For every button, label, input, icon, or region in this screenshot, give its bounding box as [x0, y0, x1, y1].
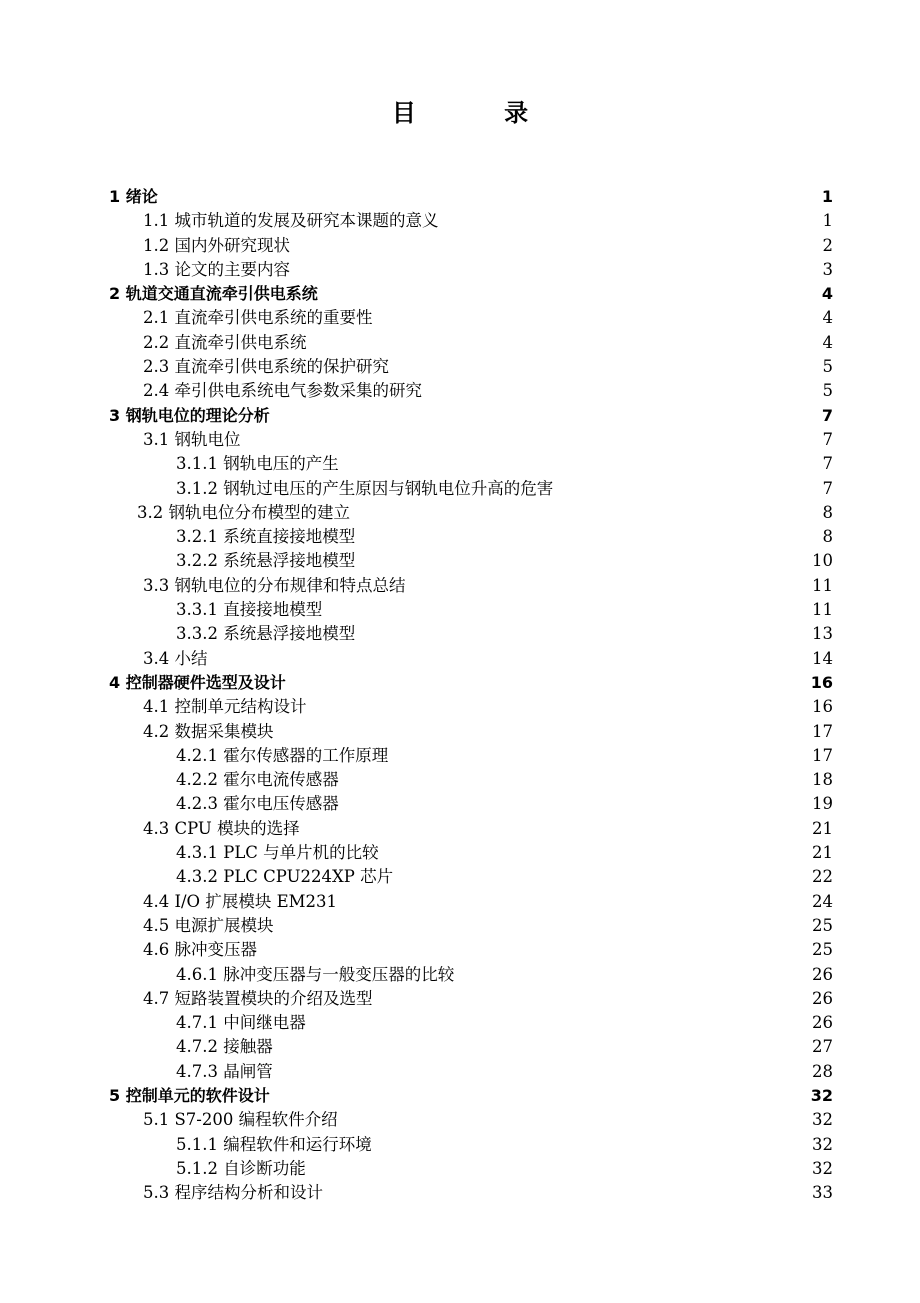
- toc-entry: [0, 525, 920, 549]
- toc-entry-page-number: 4: [822, 332, 833, 352]
- toc-entry: [0, 622, 920, 646]
- toc-entry: [0, 1060, 920, 1084]
- toc-entry: [0, 1133, 920, 1157]
- toc-entry: [0, 671, 920, 695]
- toc-entry-label: 3.1 钢轨电位: [143, 429, 241, 449]
- toc-entry: [0, 841, 920, 865]
- toc-entry-page-number: 32: [812, 1134, 833, 1154]
- toc-entry-label: 5.1.1 编程软件和运行环境: [176, 1134, 372, 1154]
- toc-entry-label: 3 钢轨电位的理论分析: [109, 405, 270, 425]
- toc-entry: [0, 282, 920, 306]
- toc-entry: [0, 355, 920, 379]
- toc-entry-page-number: 11: [812, 600, 833, 620]
- toc-entry: [0, 477, 920, 501]
- toc-entry-page-number: 17: [812, 745, 833, 765]
- toc-entry-label: 3.3 钢轨电位的分布规律和特点总结: [143, 575, 406, 595]
- toc-entry-page-number: 32: [812, 1158, 833, 1178]
- toc-entry: [0, 598, 920, 622]
- toc-entry: [0, 1181, 920, 1205]
- toc-entry-label: 3.1.2 钢轨过电压的产生原因与钢轨电位升高的危害: [176, 478, 554, 498]
- toc-entry-page-number: 3: [822, 259, 833, 279]
- toc-entry-label: 4.3 CPU 模块的选择: [143, 818, 300, 838]
- toc-entry: [0, 306, 920, 330]
- toc-entry-page-number: 2: [822, 235, 833, 255]
- toc-entry-label: 2 轨道交通直流牵引供电系统: [109, 284, 318, 304]
- toc-entry-page-number: 14: [812, 648, 833, 668]
- toc-entry: [0, 817, 920, 841]
- toc-entry-label: 5.3 程序结构分析和设计: [143, 1183, 323, 1203]
- toc-entry-label: 3.2.2 系统悬浮接地模型: [176, 551, 356, 571]
- toc-entry: [0, 865, 920, 889]
- toc-entry-label: 4.6 脉冲变压器: [143, 940, 257, 960]
- toc-entry-page-number: 22: [812, 867, 833, 887]
- toc-entry-page-number: 8: [822, 527, 833, 547]
- toc-entry: [0, 1011, 920, 1035]
- toc-entry-page-number: 19: [812, 794, 833, 814]
- toc-entry-page-number: 24: [812, 891, 833, 911]
- toc-entry: [0, 647, 920, 671]
- toc-entry-label: 3.2.1 系统直接接地模型: [176, 527, 356, 547]
- toc-entry: [0, 258, 920, 282]
- toc-entry-label: 1.2 国内外研究现状: [143, 235, 290, 255]
- toc-entry-label: 4.2.3 霍尔电压传感器: [176, 794, 339, 814]
- toc-entry-label: 4.7.2 接触器: [176, 1037, 273, 1057]
- toc-entry-page-number: 7: [822, 454, 833, 474]
- toc-entry-page-number: 16: [810, 672, 833, 692]
- toc-entry-label: 4.5 电源扩展模块: [143, 915, 274, 935]
- toc-entry-label: 4.7 短路装置模块的介绍及选型: [143, 988, 373, 1008]
- toc-entry-label: 3.3.1 直接接地模型: [176, 600, 323, 620]
- toc-entry: [0, 938, 920, 962]
- toc-entry: [0, 1035, 920, 1059]
- toc-entry-label: 4.2.2 霍尔电流传感器: [176, 770, 339, 790]
- toc-entry: [0, 1108, 920, 1132]
- toc-entry: [0, 987, 920, 1011]
- toc-entry-label: 3.4 小结: [143, 648, 208, 668]
- toc-entry-page-number: 1: [822, 211, 833, 231]
- toc-entry-page-number: 7: [822, 429, 833, 449]
- toc-entry-page-number: 16: [812, 697, 833, 717]
- toc-entry-page-number: 10: [812, 551, 833, 571]
- toc-entry: [0, 331, 920, 355]
- toc-entry-page-number: 32: [812, 1110, 833, 1130]
- toc-entry-label: 2.3 直流牵引供电系统的保护研究: [143, 357, 389, 377]
- toc-entry: [0, 379, 920, 403]
- toc-entry-label: 1.3 论文的主要内容: [143, 259, 290, 279]
- toc-entry: [0, 720, 920, 744]
- toc-entry: [0, 404, 920, 428]
- toc-entry: [0, 914, 920, 938]
- toc-entry: [0, 185, 920, 209]
- toc-entry-page-number: 26: [812, 988, 833, 1008]
- toc-entry: [0, 744, 920, 768]
- toc-entry-page-number: 7: [821, 405, 833, 425]
- toc-entry-label: 1 绪论: [109, 187, 158, 206]
- toc-entry-page-number: 17: [812, 721, 833, 741]
- toc-entry-page-number: 4: [822, 308, 833, 328]
- toc-entry-label: 5 控制单元的软件设计: [109, 1085, 270, 1105]
- toc-entry-label: 5.1.2 自诊断功能: [176, 1158, 306, 1178]
- toc-entry: [0, 768, 920, 792]
- toc-entry-label: 2.1 直流牵引供电系统的重要性: [143, 308, 373, 328]
- toc-entry-page-number: 33: [812, 1183, 833, 1203]
- toc-entry-page-number: 26: [812, 1013, 833, 1033]
- toc-entry-page-number: 7: [822, 478, 833, 498]
- toc-entry: [0, 574, 920, 598]
- toc-entry-label: 4.3.1 PLC 与单片机的比较: [176, 843, 379, 863]
- toc-entry-page-number: 21: [812, 818, 833, 838]
- toc-entry-label: 4.3.2 PLC CPU224XP 芯片: [176, 867, 394, 887]
- toc-entry-page-number: 1: [821, 187, 833, 206]
- toc-entry-page-number: 21: [812, 843, 833, 863]
- toc-entry: [0, 549, 920, 573]
- toc-entry: [0, 1084, 920, 1108]
- toc-entry-page-number: 18: [812, 770, 833, 790]
- toc-entry-label: 1.1 城市轨道的发展及研究本课题的意义: [143, 211, 439, 231]
- toc-entry-label: 4.2.1 霍尔传感器的工作原理: [176, 745, 389, 765]
- toc-entry-page-number: 26: [812, 964, 833, 984]
- toc-entry-label: 4.7.3 晶闸管: [176, 1061, 273, 1081]
- toc-entry-label: 4.7.1 中间继电器: [176, 1013, 306, 1033]
- toc-entry: [0, 428, 920, 452]
- toc-entry: [0, 209, 920, 233]
- toc-entry-page-number: 25: [812, 915, 833, 935]
- toc-entry: [0, 1157, 920, 1181]
- toc-list: [0, 185, 920, 1205]
- toc-entry: [0, 792, 920, 816]
- toc-entry-page-number: 27: [812, 1037, 833, 1057]
- toc-entry-label: 4 控制器硬件选型及设计: [109, 672, 286, 692]
- toc-entry-label: 4.6.1 脉冲变压器与一般变压器的比较: [176, 964, 455, 984]
- toc-entry-page-number: 8: [822, 502, 833, 522]
- toc-entry: [0, 963, 920, 987]
- toc-entry-page-number: 28: [812, 1061, 833, 1081]
- toc-entry-page-number: 11: [812, 575, 833, 595]
- toc-title: 目 录: [391, 99, 569, 127]
- toc-entry-label: 4.4 I/O 扩展模块 EM231: [143, 891, 338, 911]
- toc-entry-label: 5.1 S7-200 编程软件介绍: [143, 1110, 338, 1130]
- toc-entry: [0, 695, 920, 719]
- toc-entry-label: 3.1.1 钢轨电压的产生: [176, 454, 339, 474]
- toc-entry-label: 2.4 牵引供电系统电气参数采集的研究: [143, 381, 422, 401]
- toc-entry: [0, 501, 920, 525]
- toc-entry-label: 4.1 控制单元结构设计: [143, 697, 307, 717]
- toc-entry-page-number: 5: [822, 381, 833, 401]
- toc-entry-label: 2.2 直流牵引供电系统: [143, 332, 307, 352]
- toc-entry: [0, 452, 920, 476]
- toc-entry-page-number: 4: [821, 284, 833, 304]
- toc-entry-page-number: 13: [812, 624, 833, 644]
- toc-entry: [0, 890, 920, 914]
- toc-entry-page-number: 5: [822, 357, 833, 377]
- toc-entry-page-number: 32: [810, 1085, 833, 1105]
- toc-entry-label: 3.2 钢轨电位分布模型的建立: [137, 502, 350, 522]
- toc-entry: [0, 234, 920, 258]
- toc-entry-label: 3.3.2 系统悬浮接地模型: [176, 624, 356, 644]
- toc-entry-page-number: 25: [812, 940, 833, 960]
- toc-entry-label: 4.2 数据采集模块: [143, 721, 274, 741]
